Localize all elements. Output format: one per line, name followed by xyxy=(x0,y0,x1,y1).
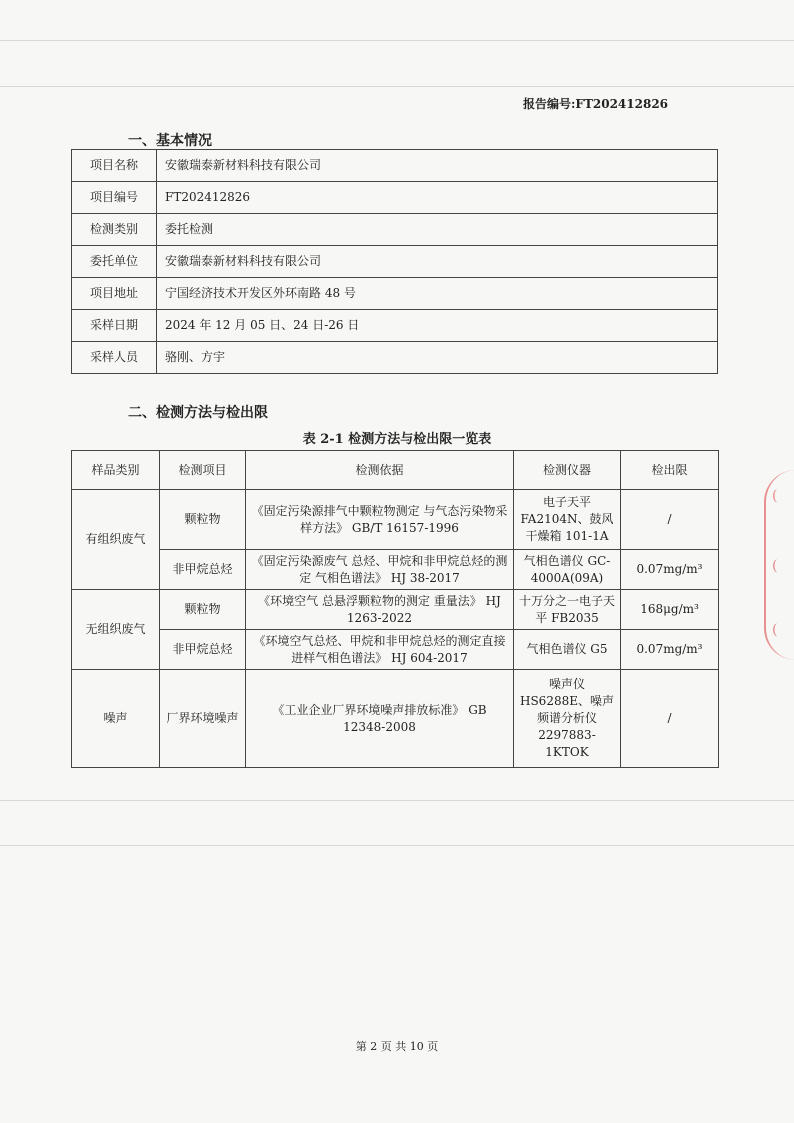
item-cell: 厂界环境噪声 xyxy=(160,670,246,768)
basis-cell: 《固定污染源排气中颗粒物测定 与气态污染物采样方法》 GB/T 16157-1996 xyxy=(246,490,514,550)
item-cell: 颗粒物 xyxy=(160,490,246,550)
table-header-row xyxy=(72,451,719,490)
row-label: 采样人员 xyxy=(72,342,157,374)
instrument-cell: 十万分之一电子天平 FB2035 xyxy=(514,590,621,630)
category-cell: 无组织废气 xyxy=(72,590,160,670)
header-cell: 检测项目 xyxy=(160,451,246,490)
instrument-cell: 气相色谱仪 GC-4000A(09A) xyxy=(514,550,621,590)
basic-info-table xyxy=(71,149,718,374)
scan-line xyxy=(0,40,794,41)
row-label: 项目编号 xyxy=(72,182,157,214)
limit-cell: 0.07mg/m³ xyxy=(621,630,719,670)
item-cell: 非甲烷总烃 xyxy=(160,630,246,670)
row-label: 检测类别 xyxy=(72,214,157,246)
row-value: 安徽瑞泰新材料科技有限公司 xyxy=(157,246,718,278)
header-cell: 样品类别 xyxy=(72,451,160,490)
page-number: 第 2 页 共 10 页 xyxy=(355,1040,439,1053)
row-value: 骆刚、方宇 xyxy=(157,342,718,374)
table-row xyxy=(72,214,718,246)
scan-line xyxy=(0,86,794,87)
table-row xyxy=(72,342,718,374)
report-number: 报告编号:FT202412826 xyxy=(523,97,669,111)
item-cell: 非甲烷总烃 xyxy=(160,550,246,590)
table-row xyxy=(72,550,719,590)
section-2-title: 二、检测方法与检出限 xyxy=(128,405,268,421)
row-value: 委托检测 xyxy=(157,214,718,246)
basis-cell: 《固定污染源废气 总烃、甲烷和非甲烷总烃的测定 气相色谱法》 HJ 38-2017 xyxy=(246,550,514,590)
table-row xyxy=(72,246,718,278)
limit-cell: / xyxy=(621,490,719,550)
header-cell: 检测仪器 xyxy=(514,451,621,490)
instrument-cell: 电子天平 FA2104N、鼓风干燥箱 101-1A xyxy=(514,490,621,550)
scan-line xyxy=(0,800,794,801)
limit-cell: 168μg/m³ xyxy=(621,590,719,630)
row-label: 项目名称 xyxy=(72,150,157,182)
row-label: 委托单位 xyxy=(72,246,157,278)
table-row xyxy=(72,590,719,630)
table-row xyxy=(72,630,719,670)
table-row xyxy=(72,670,719,768)
row-value: 宁国经济技术开发区外环南路 48 号 xyxy=(157,278,718,310)
table-row xyxy=(72,490,719,550)
red-seal-stamp: ( ( ( xyxy=(764,470,794,660)
basis-cell: 《环境空气 总悬浮颗粒物的测定 重量法》 HJ 1263-2022 xyxy=(246,590,514,630)
category-cell: 有组织废气 xyxy=(72,490,160,590)
instrument-cell: 气相色谱仪 G5 xyxy=(514,630,621,670)
section-1-title: 一、基本情况 xyxy=(128,133,212,149)
table-row xyxy=(72,278,718,310)
table-row xyxy=(72,182,718,214)
limit-cell: 0.07mg/m³ xyxy=(621,550,719,590)
instrument-cell: 噪声仪 HS6288E、噪声频谱分析仪 2297883-1KTOK xyxy=(514,670,621,768)
item-cell: 颗粒物 xyxy=(160,590,246,630)
row-value: 2024 年 12 月 05 日、24 日-26 日 xyxy=(157,310,718,342)
table-caption: 表 2-1 检测方法与检出限一览表 xyxy=(302,432,492,447)
header-cell: 检出限 xyxy=(621,451,719,490)
header-cell: 检测依据 xyxy=(246,451,514,490)
scan-line xyxy=(0,845,794,846)
row-value: 安徽瑞泰新材料科技有限公司 xyxy=(157,150,718,182)
basis-cell: 《工业企业厂界环境噪声排放标准》 GB 12348-2008 xyxy=(246,670,514,768)
category-cell: 噪声 xyxy=(72,670,160,768)
row-value: FT202412826 xyxy=(157,182,718,214)
method-limit-table xyxy=(71,450,719,768)
limit-cell: / xyxy=(621,670,719,768)
basis-cell: 《环境空气总烃、甲烷和非甲烷总烃的测定直接进样气相色谱法》 HJ 604-2017 xyxy=(246,630,514,670)
table-row xyxy=(72,150,718,182)
row-label: 项目地址 xyxy=(72,278,157,310)
table-row xyxy=(72,310,718,342)
row-label: 采样日期 xyxy=(72,310,157,342)
